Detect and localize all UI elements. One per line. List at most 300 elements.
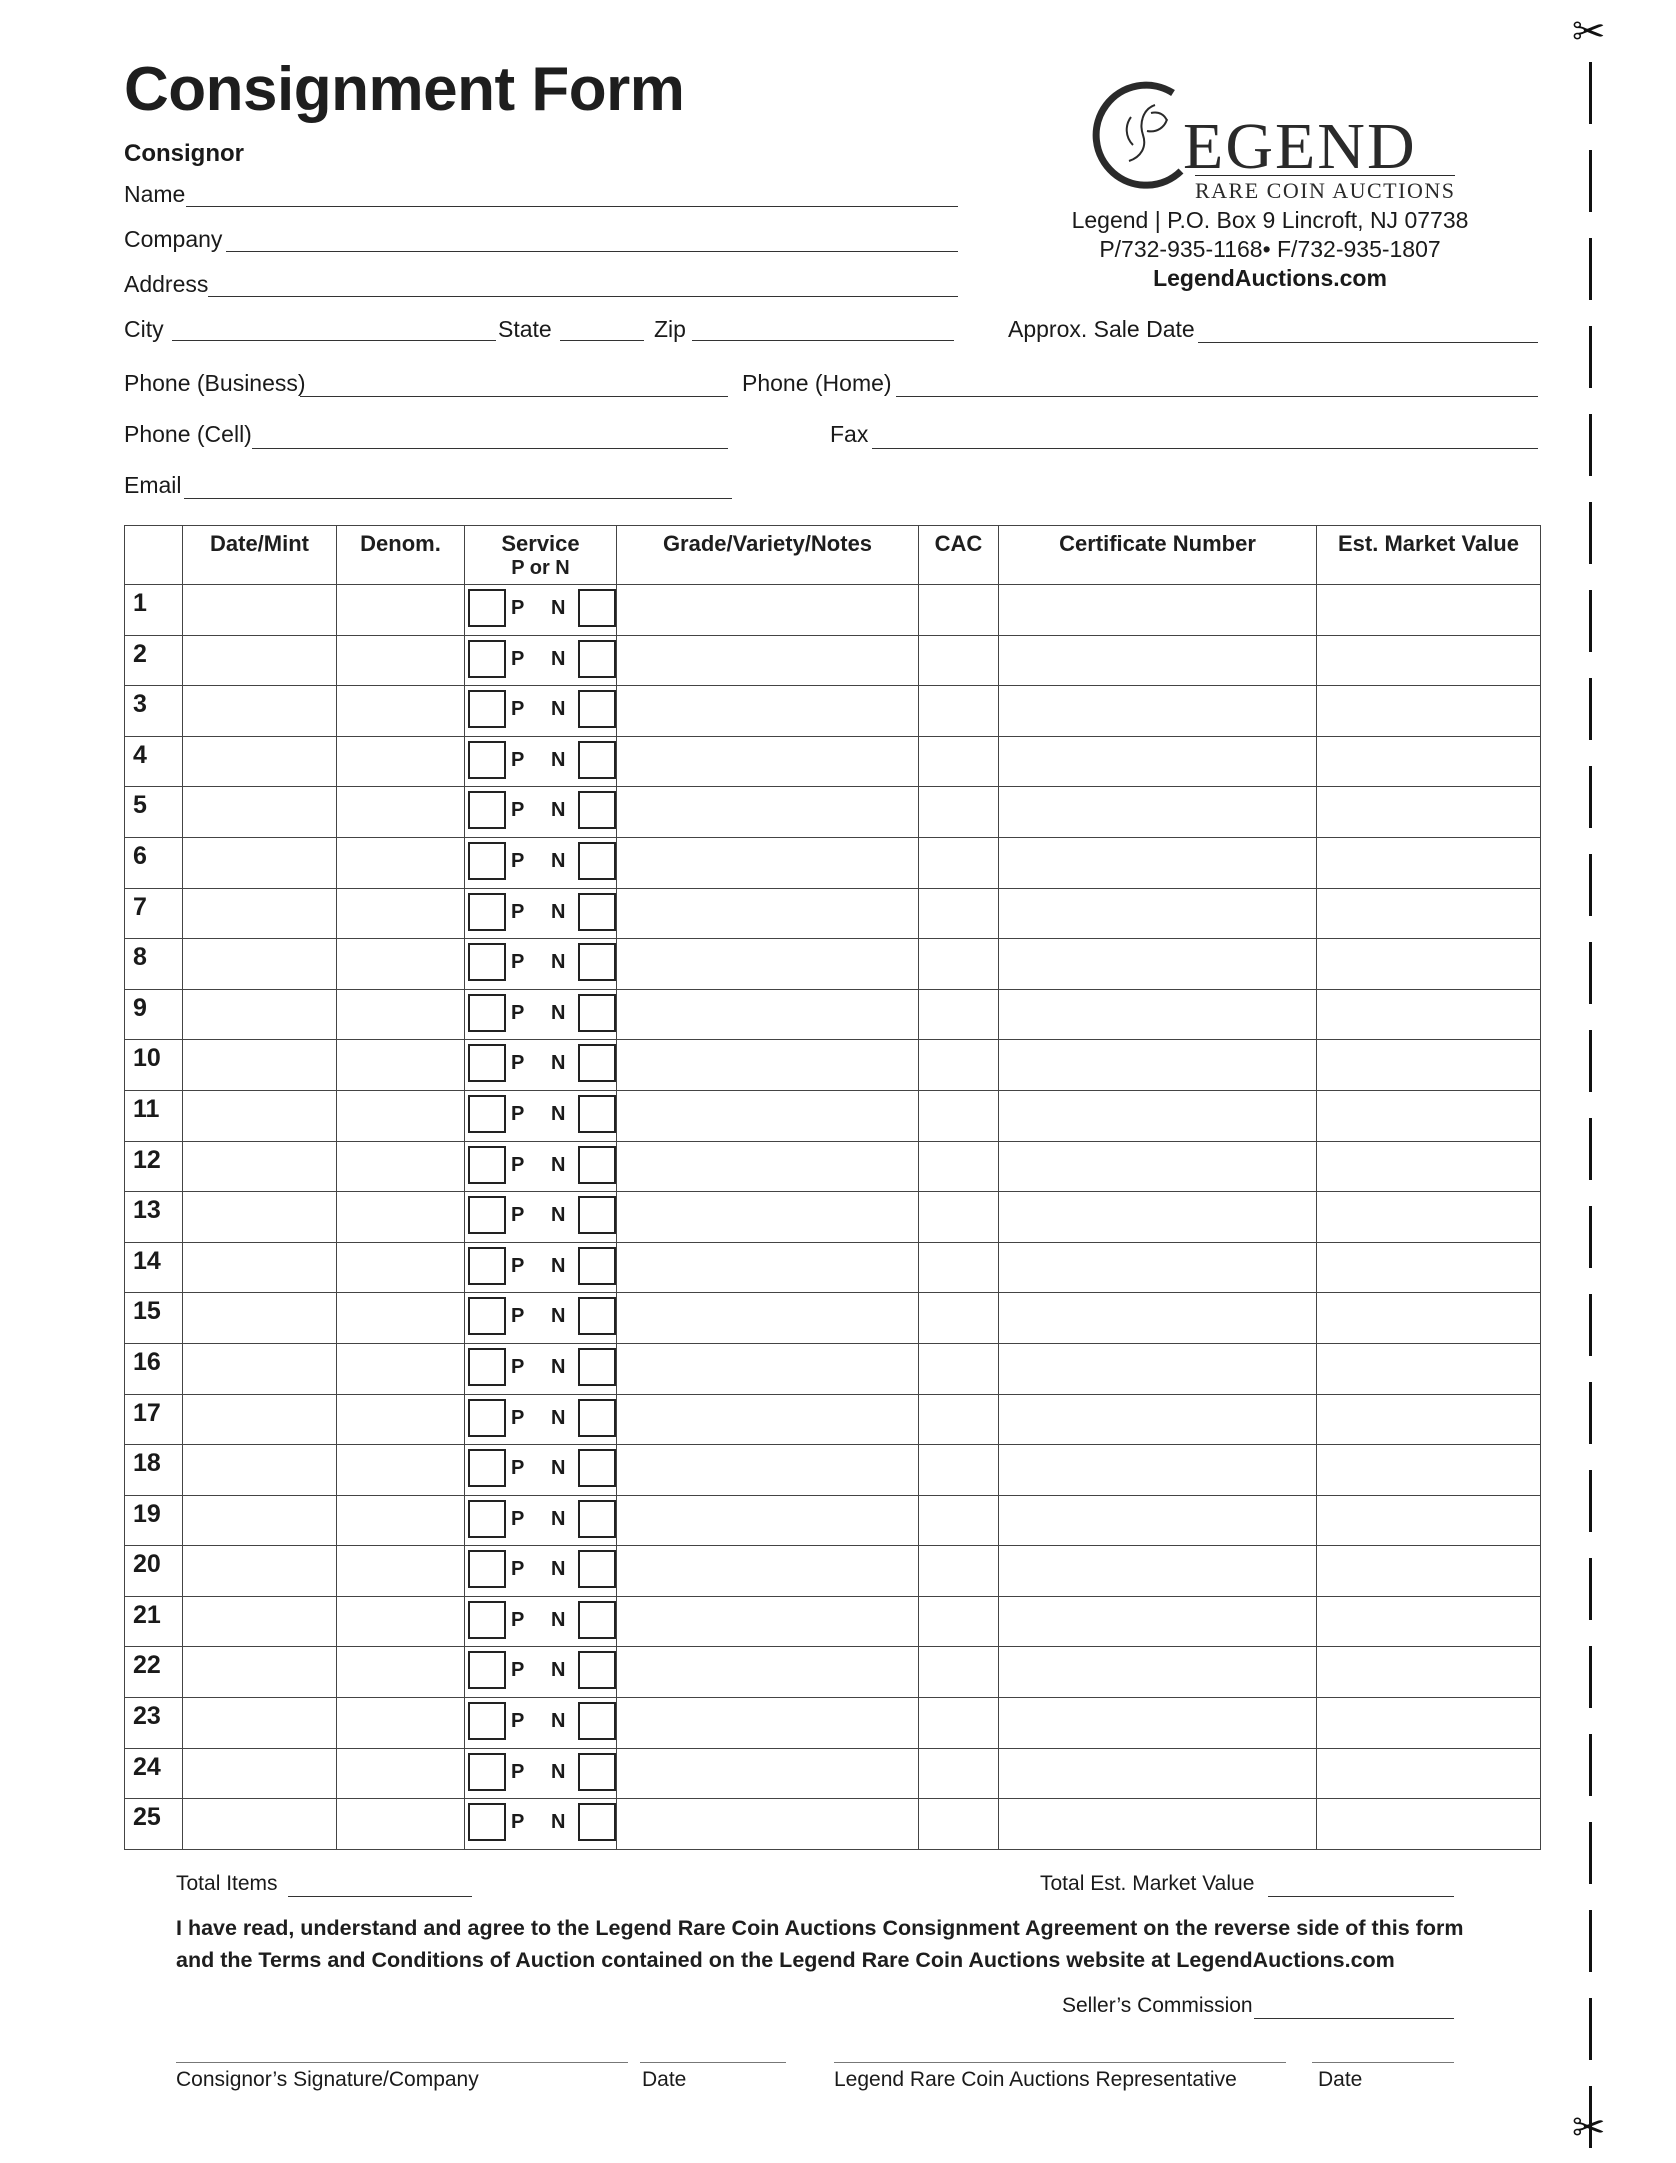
table-row (125, 1495, 1541, 1546)
grade-cell[interactable] (617, 1495, 919, 1546)
denom-cell[interactable] (337, 1242, 465, 1293)
service-p-label: P (511, 1305, 525, 1328)
value-cell[interactable] (1317, 837, 1541, 888)
cac-cell[interactable] (919, 1141, 999, 1192)
denom-cell[interactable] (337, 1141, 465, 1192)
table-row (125, 989, 1541, 1040)
denom-cell[interactable] (337, 635, 465, 686)
grade-cell[interactable] (617, 1141, 919, 1192)
grade-cell[interactable] (617, 888, 919, 939)
service-p-checkbox[interactable] (468, 943, 506, 981)
certificate-cell[interactable] (999, 837, 1317, 888)
certificate-cell[interactable] (999, 787, 1317, 838)
service-cell (465, 686, 617, 737)
service-p-label: P (511, 1457, 525, 1480)
scissors-icon: ✂ (1572, 2106, 1606, 2150)
date-mint-cell[interactable] (183, 686, 337, 737)
denom-cell[interactable] (337, 888, 465, 939)
denom-cell[interactable] (337, 1698, 465, 1749)
name-field[interactable] (186, 206, 958, 207)
denom-cell[interactable] (337, 939, 465, 990)
value-cell[interactable] (1317, 1546, 1541, 1597)
certificate-cell[interactable] (999, 1596, 1317, 1647)
service-p-checkbox[interactable] (468, 1196, 506, 1234)
approx-sale-date-field[interactable] (1198, 342, 1538, 343)
value-cell[interactable] (1317, 1040, 1541, 1091)
service-cell (465, 1546, 617, 1597)
certificate-cell[interactable] (999, 888, 1317, 939)
certificate-cell[interactable] (999, 736, 1317, 787)
service-cell (465, 1141, 617, 1192)
service-p-label: P (511, 1811, 525, 1834)
date-mint-cell[interactable] (183, 888, 337, 939)
denom-cell[interactable] (337, 686, 465, 737)
certificate-cell[interactable] (999, 1748, 1317, 1799)
cac-cell[interactable] (919, 1445, 999, 1496)
certificate-cell[interactable] (999, 939, 1317, 990)
cac-cell[interactable] (919, 1596, 999, 1647)
grade-cell[interactable] (617, 635, 919, 686)
service-cell (465, 787, 617, 838)
service-p-checkbox[interactable] (468, 1651, 506, 1689)
service-cell (465, 888, 617, 939)
service-n-checkbox[interactable] (578, 791, 616, 829)
service-p-checkbox[interactable] (468, 1247, 506, 1285)
company-contact (1060, 206, 1480, 293)
date-mint-cell[interactable] (183, 736, 337, 787)
grade-cell[interactable] (617, 1040, 919, 1091)
grade-cell[interactable] (617, 1090, 919, 1141)
service-n-checkbox[interactable] (578, 1044, 616, 1082)
value-cell[interactable] (1317, 1647, 1541, 1698)
date-mint-cell[interactable] (183, 1343, 337, 1394)
service-n-checkbox[interactable] (578, 1348, 616, 1386)
table-row (125, 686, 1541, 737)
cac-cell[interactable] (919, 1495, 999, 1546)
value-cell[interactable] (1317, 1495, 1541, 1546)
city-label: City (124, 316, 164, 342)
denom-cell[interactable] (337, 837, 465, 888)
zip-field[interactable] (692, 340, 954, 341)
total-value-label: Total Est. Market Value (1040, 1872, 1255, 1895)
cac-cell[interactable] (919, 1647, 999, 1698)
date-mint-cell[interactable] (183, 1546, 337, 1597)
grade-cell[interactable] (617, 1698, 919, 1749)
value-cell[interactable] (1317, 1192, 1541, 1243)
table-header-row (125, 526, 1541, 585)
grade-cell[interactable] (617, 1293, 919, 1344)
sellers-commission-label: Seller’s Commission (1062, 1994, 1253, 2017)
company-label: Company (124, 226, 223, 252)
date-mint-cell[interactable] (183, 1748, 337, 1799)
value-cell[interactable] (1317, 686, 1541, 737)
cut-line-dash (1589, 150, 1592, 212)
cac-cell[interactable] (919, 1192, 999, 1243)
service-p-checkbox[interactable] (468, 1500, 506, 1538)
grade-cell[interactable] (617, 989, 919, 1040)
service-p-label: P (511, 647, 525, 670)
consignor-date-field[interactable] (640, 2062, 786, 2063)
service-p-checkbox[interactable] (468, 994, 506, 1032)
phone-cell-field[interactable] (252, 448, 728, 449)
cac-cell[interactable] (919, 1293, 999, 1344)
grade-cell[interactable] (617, 585, 919, 636)
service-n-label: N (551, 748, 566, 771)
date-mint-cell[interactable] (183, 1090, 337, 1141)
table-row (125, 1596, 1541, 1647)
service-cell (465, 1040, 617, 1091)
service-p-checkbox[interactable] (468, 1146, 506, 1184)
cac-cell[interactable] (919, 1748, 999, 1799)
date-mint-cell[interactable] (183, 1596, 337, 1647)
service-p-checkbox[interactable] (468, 741, 506, 779)
denom-cell[interactable] (337, 1748, 465, 1799)
representative-signature-field[interactable] (834, 2062, 1286, 2063)
row-number: 22 (125, 1647, 183, 1698)
value-cell[interactable] (1317, 1394, 1541, 1445)
date-mint-cell[interactable] (183, 837, 337, 888)
email-field[interactable] (184, 498, 732, 499)
service-n-checkbox[interactable] (578, 1753, 616, 1791)
service-n-label: N (551, 1052, 566, 1075)
denom-cell[interactable] (337, 1495, 465, 1546)
table-row (125, 1647, 1541, 1698)
cac-cell[interactable] (919, 686, 999, 737)
denom-cell[interactable] (337, 787, 465, 838)
service-p-checkbox[interactable] (468, 640, 506, 678)
grade-cell[interactable] (617, 1799, 919, 1850)
row-number: 25 (125, 1799, 183, 1850)
value-cell[interactable] (1317, 1141, 1541, 1192)
row-number: 1 (125, 585, 183, 636)
service-n-label: N (551, 1254, 566, 1277)
denom-cell[interactable] (337, 736, 465, 787)
certificate-cell[interactable] (999, 1090, 1317, 1141)
cac-cell[interactable] (919, 989, 999, 1040)
certificate-cell[interactable] (999, 1040, 1317, 1091)
service-p-checkbox[interactable] (468, 690, 506, 728)
service-p-checkbox[interactable] (468, 1348, 506, 1386)
service-n-checkbox[interactable] (578, 1702, 616, 1740)
certificate-cell[interactable] (999, 1394, 1317, 1445)
value-cell[interactable] (1317, 1596, 1541, 1647)
denom-cell[interactable] (337, 1090, 465, 1141)
cac-cell[interactable] (919, 1090, 999, 1141)
row-number: 11 (125, 1090, 183, 1141)
service-n-checkbox[interactable] (578, 994, 616, 1032)
company-field[interactable] (226, 251, 958, 252)
certificate-cell[interactable] (999, 1647, 1317, 1698)
value-cell[interactable] (1317, 888, 1541, 939)
fax-field[interactable] (872, 448, 1538, 449)
service-p-checkbox[interactable] (468, 842, 506, 880)
service-p-label: P (511, 1001, 525, 1024)
cac-cell[interactable] (919, 888, 999, 939)
cac-cell[interactable] (919, 939, 999, 990)
denom-cell[interactable] (337, 1394, 465, 1445)
certificate-cell[interactable] (999, 585, 1317, 636)
service-p-checkbox[interactable] (468, 1044, 506, 1082)
service-cell (465, 1748, 617, 1799)
service-n-checkbox[interactable] (578, 1399, 616, 1437)
service-p-checkbox[interactable] (468, 893, 506, 931)
service-cell (465, 1394, 617, 1445)
service-p-checkbox[interactable] (468, 1550, 506, 1588)
grade-cell[interactable] (617, 686, 919, 737)
total-items-field[interactable] (288, 1896, 472, 1897)
phone-business-field[interactable] (300, 396, 728, 397)
date-mint-cell[interactable] (183, 989, 337, 1040)
denom-cell[interactable] (337, 1546, 465, 1597)
cac-cell[interactable] (919, 585, 999, 636)
grade-cell[interactable] (617, 837, 919, 888)
service-n-checkbox[interactable] (578, 1095, 616, 1133)
table-row (125, 837, 1541, 888)
service-n-label: N (551, 1001, 566, 1024)
cac-cell[interactable] (919, 736, 999, 787)
row-number: 8 (125, 939, 183, 990)
service-p-checkbox[interactable] (468, 1601, 506, 1639)
value-cell[interactable] (1317, 989, 1541, 1040)
denom-cell[interactable] (337, 1647, 465, 1698)
denom-cell[interactable] (337, 1192, 465, 1243)
service-n-checkbox[interactable] (578, 589, 616, 627)
service-p-checkbox[interactable] (468, 1297, 506, 1335)
service-n-checkbox[interactable] (578, 741, 616, 779)
cac-cell[interactable] (919, 1040, 999, 1091)
cut-line-dash (1589, 414, 1592, 476)
grade-cell[interactable] (617, 939, 919, 990)
header-number (125, 526, 183, 585)
consignor-signature-field[interactable] (176, 2062, 628, 2063)
certificate-cell[interactable] (999, 686, 1317, 737)
certificate-cell[interactable] (999, 1799, 1317, 1850)
date-mint-cell[interactable] (183, 1242, 337, 1293)
consignor-section-label: Consignor (124, 140, 244, 167)
approx-sale-date-label: Approx. Sale Date (1008, 316, 1195, 342)
value-cell[interactable] (1317, 787, 1541, 838)
denom-cell[interactable] (337, 1040, 465, 1091)
cut-line-dash (1589, 590, 1592, 652)
table-row (125, 736, 1541, 787)
service-n-label: N (551, 1406, 566, 1429)
service-cell (465, 989, 617, 1040)
denom-cell[interactable] (337, 585, 465, 636)
service-n-checkbox[interactable] (578, 893, 616, 931)
service-n-checkbox[interactable] (578, 1500, 616, 1538)
cac-cell[interactable] (919, 787, 999, 838)
value-cell[interactable] (1317, 1748, 1541, 1799)
service-n-checkbox[interactable] (578, 690, 616, 728)
service-n-checkbox[interactable] (578, 943, 616, 981)
total-value-field[interactable] (1268, 1896, 1454, 1897)
value-cell[interactable] (1317, 635, 1541, 686)
cut-line-dash (1589, 1382, 1592, 1444)
service-n-checkbox[interactable] (578, 1803, 616, 1841)
date-mint-cell[interactable] (183, 1293, 337, 1344)
value-cell[interactable] (1317, 1799, 1541, 1850)
value-cell[interactable] (1317, 585, 1541, 636)
sellers-commission-field[interactable] (1254, 2018, 1454, 2019)
date-mint-cell[interactable] (183, 635, 337, 686)
grade-cell[interactable] (617, 1546, 919, 1597)
service-n-label: N (551, 951, 566, 974)
consignor-date-label: Date (642, 2068, 687, 2091)
cac-cell[interactable] (919, 1242, 999, 1293)
consignor-signature-label: Consignor’s Signature/Company (176, 2068, 479, 2091)
service-p-checkbox[interactable] (468, 1702, 506, 1740)
certificate-cell[interactable] (999, 1242, 1317, 1293)
table-row (125, 1293, 1541, 1344)
state-field[interactable] (560, 340, 644, 341)
grade-cell[interactable] (617, 787, 919, 838)
logo-tagline: RARE COIN AUCTIONS (1195, 175, 1455, 204)
denom-cell[interactable] (337, 989, 465, 1040)
date-mint-cell[interactable] (183, 1141, 337, 1192)
grade-cell[interactable] (617, 1343, 919, 1394)
service-p-checkbox[interactable] (468, 1449, 506, 1487)
denom-cell[interactable] (337, 1293, 465, 1344)
service-cell (465, 939, 617, 990)
service-cell (465, 1293, 617, 1344)
table-row (125, 1546, 1541, 1597)
certificate-cell[interactable] (999, 1495, 1317, 1546)
grade-cell[interactable] (617, 1596, 919, 1647)
value-cell[interactable] (1317, 736, 1541, 787)
service-n-checkbox[interactable] (578, 1601, 616, 1639)
denom-cell[interactable] (337, 1445, 465, 1496)
cac-cell[interactable] (919, 635, 999, 686)
service-n-checkbox[interactable] (578, 842, 616, 880)
certificate-cell[interactable] (999, 1546, 1317, 1597)
certificate-cell[interactable] (999, 1293, 1317, 1344)
grade-cell[interactable] (617, 1242, 919, 1293)
date-mint-cell[interactable] (183, 1394, 337, 1445)
value-cell[interactable] (1317, 939, 1541, 990)
service-n-checkbox[interactable] (578, 1651, 616, 1689)
representative-date-field[interactable] (1312, 2062, 1454, 2063)
service-n-label: N (551, 1102, 566, 1125)
service-n-checkbox[interactable] (578, 1196, 616, 1234)
certificate-cell[interactable] (999, 1445, 1317, 1496)
cac-cell[interactable] (919, 1799, 999, 1850)
table-row (125, 1090, 1541, 1141)
service-cell (465, 1698, 617, 1749)
date-mint-cell[interactable] (183, 1445, 337, 1496)
value-cell[interactable] (1317, 1242, 1541, 1293)
grade-cell[interactable] (617, 1394, 919, 1445)
date-mint-cell[interactable] (183, 1192, 337, 1243)
address-field[interactable] (208, 296, 958, 297)
date-mint-cell[interactable] (183, 1799, 337, 1850)
value-cell[interactable] (1317, 1343, 1541, 1394)
service-p-label: P (511, 597, 525, 619)
date-mint-cell[interactable] (183, 787, 337, 838)
table-body (125, 585, 1541, 1850)
certificate-cell[interactable] (999, 1698, 1317, 1749)
phone-home-field[interactable] (896, 396, 1538, 397)
date-mint-cell[interactable] (183, 1495, 337, 1546)
cut-line-dash (1589, 678, 1592, 740)
service-p-label: P (511, 1052, 525, 1075)
cac-cell[interactable] (919, 1546, 999, 1597)
service-n-checkbox[interactable] (578, 1449, 616, 1487)
cac-cell[interactable] (919, 1343, 999, 1394)
grade-cell[interactable] (617, 1445, 919, 1496)
grade-cell[interactable] (617, 1748, 919, 1799)
service-cell (465, 1495, 617, 1546)
grade-cell[interactable] (617, 1647, 919, 1698)
row-number: 18 (125, 1445, 183, 1496)
value-cell[interactable] (1317, 1090, 1541, 1141)
table-row (125, 1394, 1541, 1445)
value-cell[interactable] (1317, 1445, 1541, 1496)
service-p-label: P (511, 1558, 525, 1581)
service-p-label: P (511, 698, 525, 721)
service-n-checkbox[interactable] (578, 1146, 616, 1184)
service-n-label: N (551, 1153, 566, 1176)
table-row (125, 1242, 1541, 1293)
service-p-checkbox[interactable] (468, 1753, 506, 1791)
date-mint-cell[interactable] (183, 1698, 337, 1749)
cac-cell[interactable] (919, 1698, 999, 1749)
certificate-cell[interactable] (999, 989, 1317, 1040)
service-p-checkbox[interactable] (468, 1803, 506, 1841)
certificate-cell[interactable] (999, 1141, 1317, 1192)
service-cell (465, 1343, 617, 1394)
service-n-checkbox[interactable] (578, 640, 616, 678)
company-website[interactable]: LegendAuctions.com (1153, 265, 1387, 291)
cut-line-dash (1589, 1030, 1592, 1092)
cac-cell[interactable] (919, 837, 999, 888)
date-mint-cell[interactable] (183, 585, 337, 636)
service-n-checkbox[interactable] (578, 1550, 616, 1588)
denom-cell[interactable] (337, 1596, 465, 1647)
service-n-checkbox[interactable] (578, 1297, 616, 1335)
certificate-cell[interactable] (999, 1192, 1317, 1243)
fax-label: Fax (830, 421, 869, 447)
date-mint-cell[interactable] (183, 1040, 337, 1091)
service-p-checkbox[interactable] (468, 589, 506, 627)
row-number: 2 (125, 635, 183, 686)
service-n-label: N (551, 1457, 566, 1480)
service-n-checkbox[interactable] (578, 1247, 616, 1285)
grade-cell[interactable] (617, 1192, 919, 1243)
denom-cell[interactable] (337, 1343, 465, 1394)
service-p-checkbox[interactable] (468, 1399, 506, 1437)
date-mint-cell[interactable] (183, 1647, 337, 1698)
value-cell[interactable] (1317, 1293, 1541, 1344)
certificate-cell[interactable] (999, 635, 1317, 686)
agreement-text: I have read, understand and agree to the Legend Rare Coin Auctions Consignment Agreement on the reverse side of this form and the Terms and Conditions of Auction contained on the Legend Rare Coin Auctions website at LegendAuctions.com (176, 1916, 1464, 1972)
service-p-checkbox[interactable] (468, 791, 506, 829)
city-field[interactable] (172, 340, 496, 341)
denom-cell[interactable] (337, 1799, 465, 1850)
date-mint-cell[interactable] (183, 939, 337, 990)
service-cell (465, 635, 617, 686)
header-cac: CAC (919, 526, 999, 585)
value-cell[interactable] (1317, 1698, 1541, 1749)
table-row (125, 939, 1541, 990)
grade-cell[interactable] (617, 736, 919, 787)
service-p-checkbox[interactable] (468, 1095, 506, 1133)
cac-cell[interactable] (919, 1394, 999, 1445)
header-service-sub: P or N (511, 557, 570, 579)
certificate-cell[interactable] (999, 1343, 1317, 1394)
row-number: 5 (125, 787, 183, 838)
table-row (125, 585, 1541, 636)
service-cell (465, 1090, 617, 1141)
